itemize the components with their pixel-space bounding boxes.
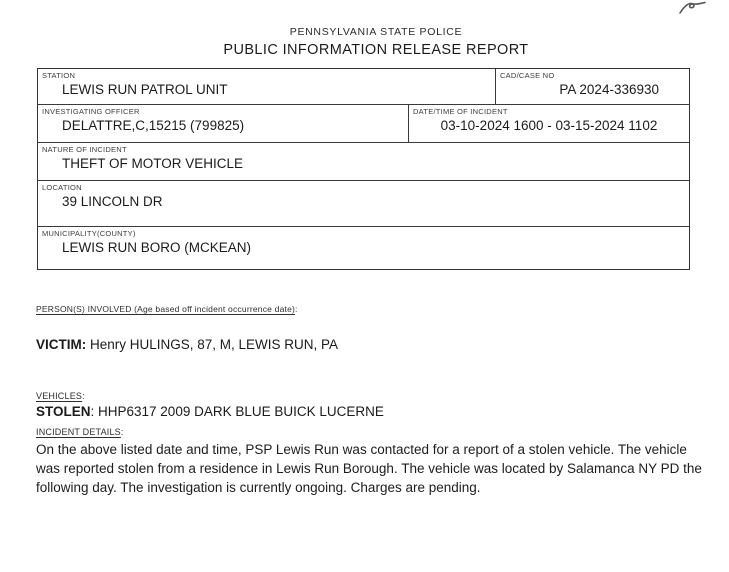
- form-row-nature: [38, 142, 689, 180]
- victim-value: Henry HULINGS, 87, M, LEWIS RUN, PA: [86, 337, 339, 352]
- field-date-time-of-incident: [409, 105, 689, 142]
- form-row-station: [38, 69, 689, 104]
- victim-label: VICTIM:: [36, 337, 87, 352]
- stolen-vehicle-line: [36, 404, 384, 419]
- field-investigating-officer-label: INVESTIGATING OFFICER: [42, 107, 140, 116]
- field-cad-case-no-label: CAD/CASE NO: [500, 71, 555, 80]
- pen-scribble-icon: [679, 1, 707, 16]
- incident-details-heading-text: INCIDENT DETAILS: [36, 427, 121, 437]
- vehicles-heading-text: VEHICLES: [36, 391, 83, 401]
- field-station: [38, 69, 496, 104]
- field-date-time-of-incident-value: 03-10-2024 1600 - 03-15-2024 1102: [440, 118, 658, 133]
- persons-involved-heading: [36, 304, 298, 314]
- incident-details-body: On the above listed date and time, PSP Lewis Run was contacted for a report of a stolen vehicle. The vehicle was reported stolen from a residence in Lewis Run Borough. The vehicle was located by Salamanca NY PD the following day. The investigation is currently ongoing. Charges are pending.: [36, 442, 702, 495]
- field-nature-of-incident-value: THEFT OF MOTOR VEHICLE: [62, 156, 244, 171]
- incident-details-heading-colon: :: [120, 427, 124, 437]
- field-station-value: LEWIS RUN PATROL UNIT: [62, 82, 228, 97]
- incident-form-table: [37, 68, 690, 270]
- field-nature-of-incident-label: NATURE OF INCIDENT: [42, 145, 127, 154]
- form-row-officer: [38, 104, 689, 142]
- vehicles-heading: [36, 391, 85, 401]
- agency-name: PENNSYLVANIA STATE POLICE: [289, 26, 463, 38]
- stolen-value: : HHP6317 2009 DARK BLUE BUICK LUCERNE: [90, 404, 384, 419]
- field-location-value: 39 LINCOLN DR: [62, 194, 163, 209]
- document-header: [23, 26, 729, 58]
- report-title: PUBLIC INFORMATION RELEASE REPORT: [223, 42, 529, 58]
- form-row-location: [38, 180, 689, 226]
- incident-details-heading: [36, 427, 124, 437]
- field-location-label: LOCATION: [42, 183, 82, 192]
- field-date-time-of-incident-label: DATE/TIME OF INCIDENT: [413, 107, 508, 116]
- persons-involved-heading-colon: :: [295, 304, 298, 314]
- persons-involved-heading-text: PERSON(S) INVOLVED (Age based off incident occurrence date): [36, 304, 296, 314]
- field-cad-case-no-value: PA 2024-336930: [559, 82, 659, 97]
- field-investigating-officer: [38, 105, 409, 142]
- victim-line: [36, 337, 338, 352]
- form-row-municipality: [38, 226, 689, 269]
- field-investigating-officer-value: DELATTRE,C,15215 (799825): [62, 118, 245, 133]
- field-cad-case-no: [496, 69, 689, 104]
- field-municipality-county-value: LEWIS RUN BORO (MCKEAN): [62, 240, 252, 255]
- field-municipality-county: [38, 227, 689, 269]
- field-location: [38, 181, 689, 226]
- field-nature-of-incident: [38, 143, 689, 180]
- field-municipality-county-label: MUNICIPALITY(COUNTY): [42, 229, 136, 238]
- field-station-label: STATION: [42, 71, 76, 80]
- stolen-label: STOLEN: [36, 404, 91, 419]
- vehicles-heading-colon: :: [82, 391, 85, 401]
